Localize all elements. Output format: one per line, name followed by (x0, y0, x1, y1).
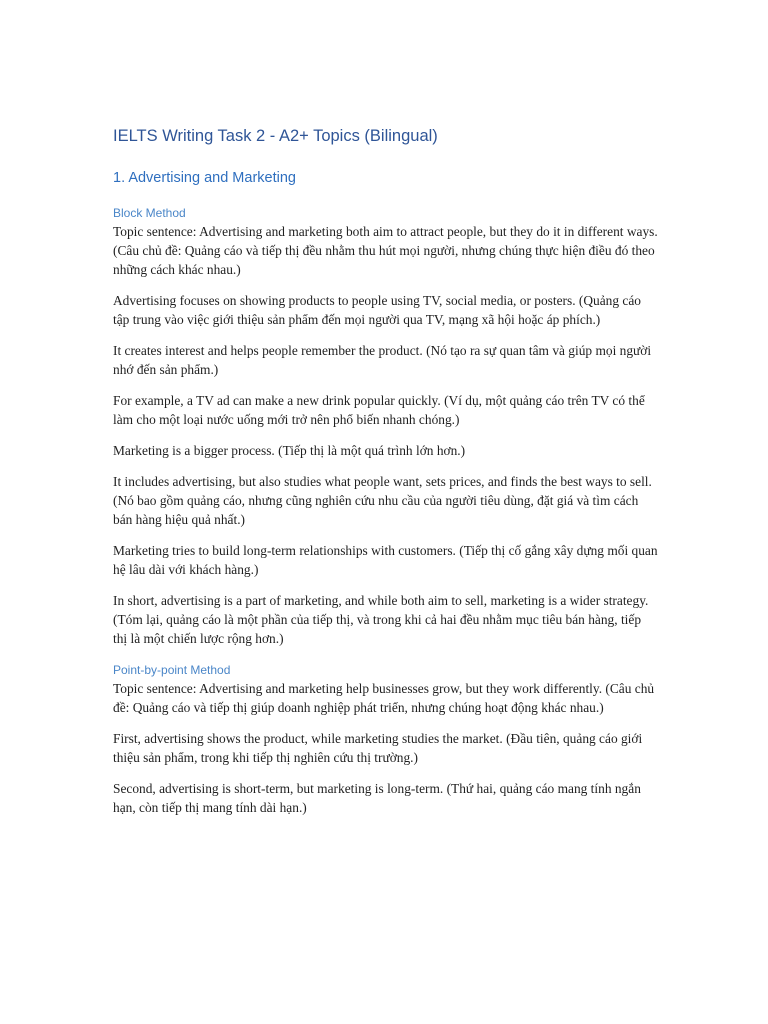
paragraph: Topic sentence: Advertising and marketing both aim to attract people, but they do it in different ways. (Câu chủ đề: Quảng cáo và tiếp thị đều nhằm thu hút mọi người, nhưng chúng thực hiện điều đó theo những cách khác nhau.) (113, 224, 658, 277)
paragraph: Advertising focuses on showing products to people using TV, social media, or posters. (Quảng cáo tập trung vào việc giới thiệu sản phẩm đến mọi người qua TV, mạng xã hội hoặc áp phích.) (113, 293, 641, 327)
subheading-block-method: Block Method (113, 206, 186, 220)
paragraph: First, advertising shows the product, while marketing studies the market. (Đầu tiên, quảng cáo giới thiệu sản phẩm, trong khi tiếp thị nghiên cứu thị trường.) (113, 731, 643, 765)
subheading-point-by-point-method: Point-by-point Method (113, 663, 231, 677)
paragraph: Second, advertising is short-term, but marketing is long-term. (Thứ hai, quảng cáo mang tính ngắn hạn, còn tiếp thị mang tính dài hạn.) (113, 781, 641, 815)
paragraph: Marketing tries to build long-term relationships with customers. (Tiếp thị cố gắng xây dựng mối quan hệ lâu dài với khách hàng.) (113, 543, 658, 577)
paragraph: Topic sentence: Advertising and marketing help businesses grow, but they work differently. (Câu chủ đề: Quảng cáo và tiếp thị giúp doanh nghiệp phát triển, nhưng chúng hoạt động khác nhau.) (113, 681, 655, 715)
document-title: IELTS Writing Task 2 - A2+ Topics (Bilingual) (113, 127, 438, 145)
section-heading-advertising-marketing: 1. Advertising and Marketing (113, 170, 296, 186)
paragraph: In short, advertising is a part of marketing, and while both aim to sell, marketing is a wider strategy. (Tóm lại, quảng cáo là một phần của tiếp thị, và trong khi cả hai đều nhằm mục tiêu bán hàng, tiếp thị là một chiến lược rộng hơn.) (113, 593, 649, 646)
paragraph: It creates interest and helps people remember the product. (Nó tạo ra sự quan tâm và giúp mọi người nhớ đến sản phẩm.) (113, 343, 652, 377)
paragraph: For example, a TV ad can make a new drink popular quickly. (Ví dụ, một quảng cáo trên TV có thể làm cho một loại nước uống mới trở nên phổ biến nhanh chóng.) (113, 393, 645, 427)
document-content (113, 124, 658, 829)
paragraph: It includes advertising, but also studies what people want, sets prices, and finds the best ways to sell. (Nó bao gồm quảng cáo, nhưng cũng nghiên cứu nhu cầu của người tiêu dùng, đặt giá và tìm cách bán hàng hiệu quả nhất.) (113, 474, 652, 527)
paragraph: Marketing is a bigger process. (Tiếp thị là một quá trình lớn hơn.) (113, 443, 466, 458)
